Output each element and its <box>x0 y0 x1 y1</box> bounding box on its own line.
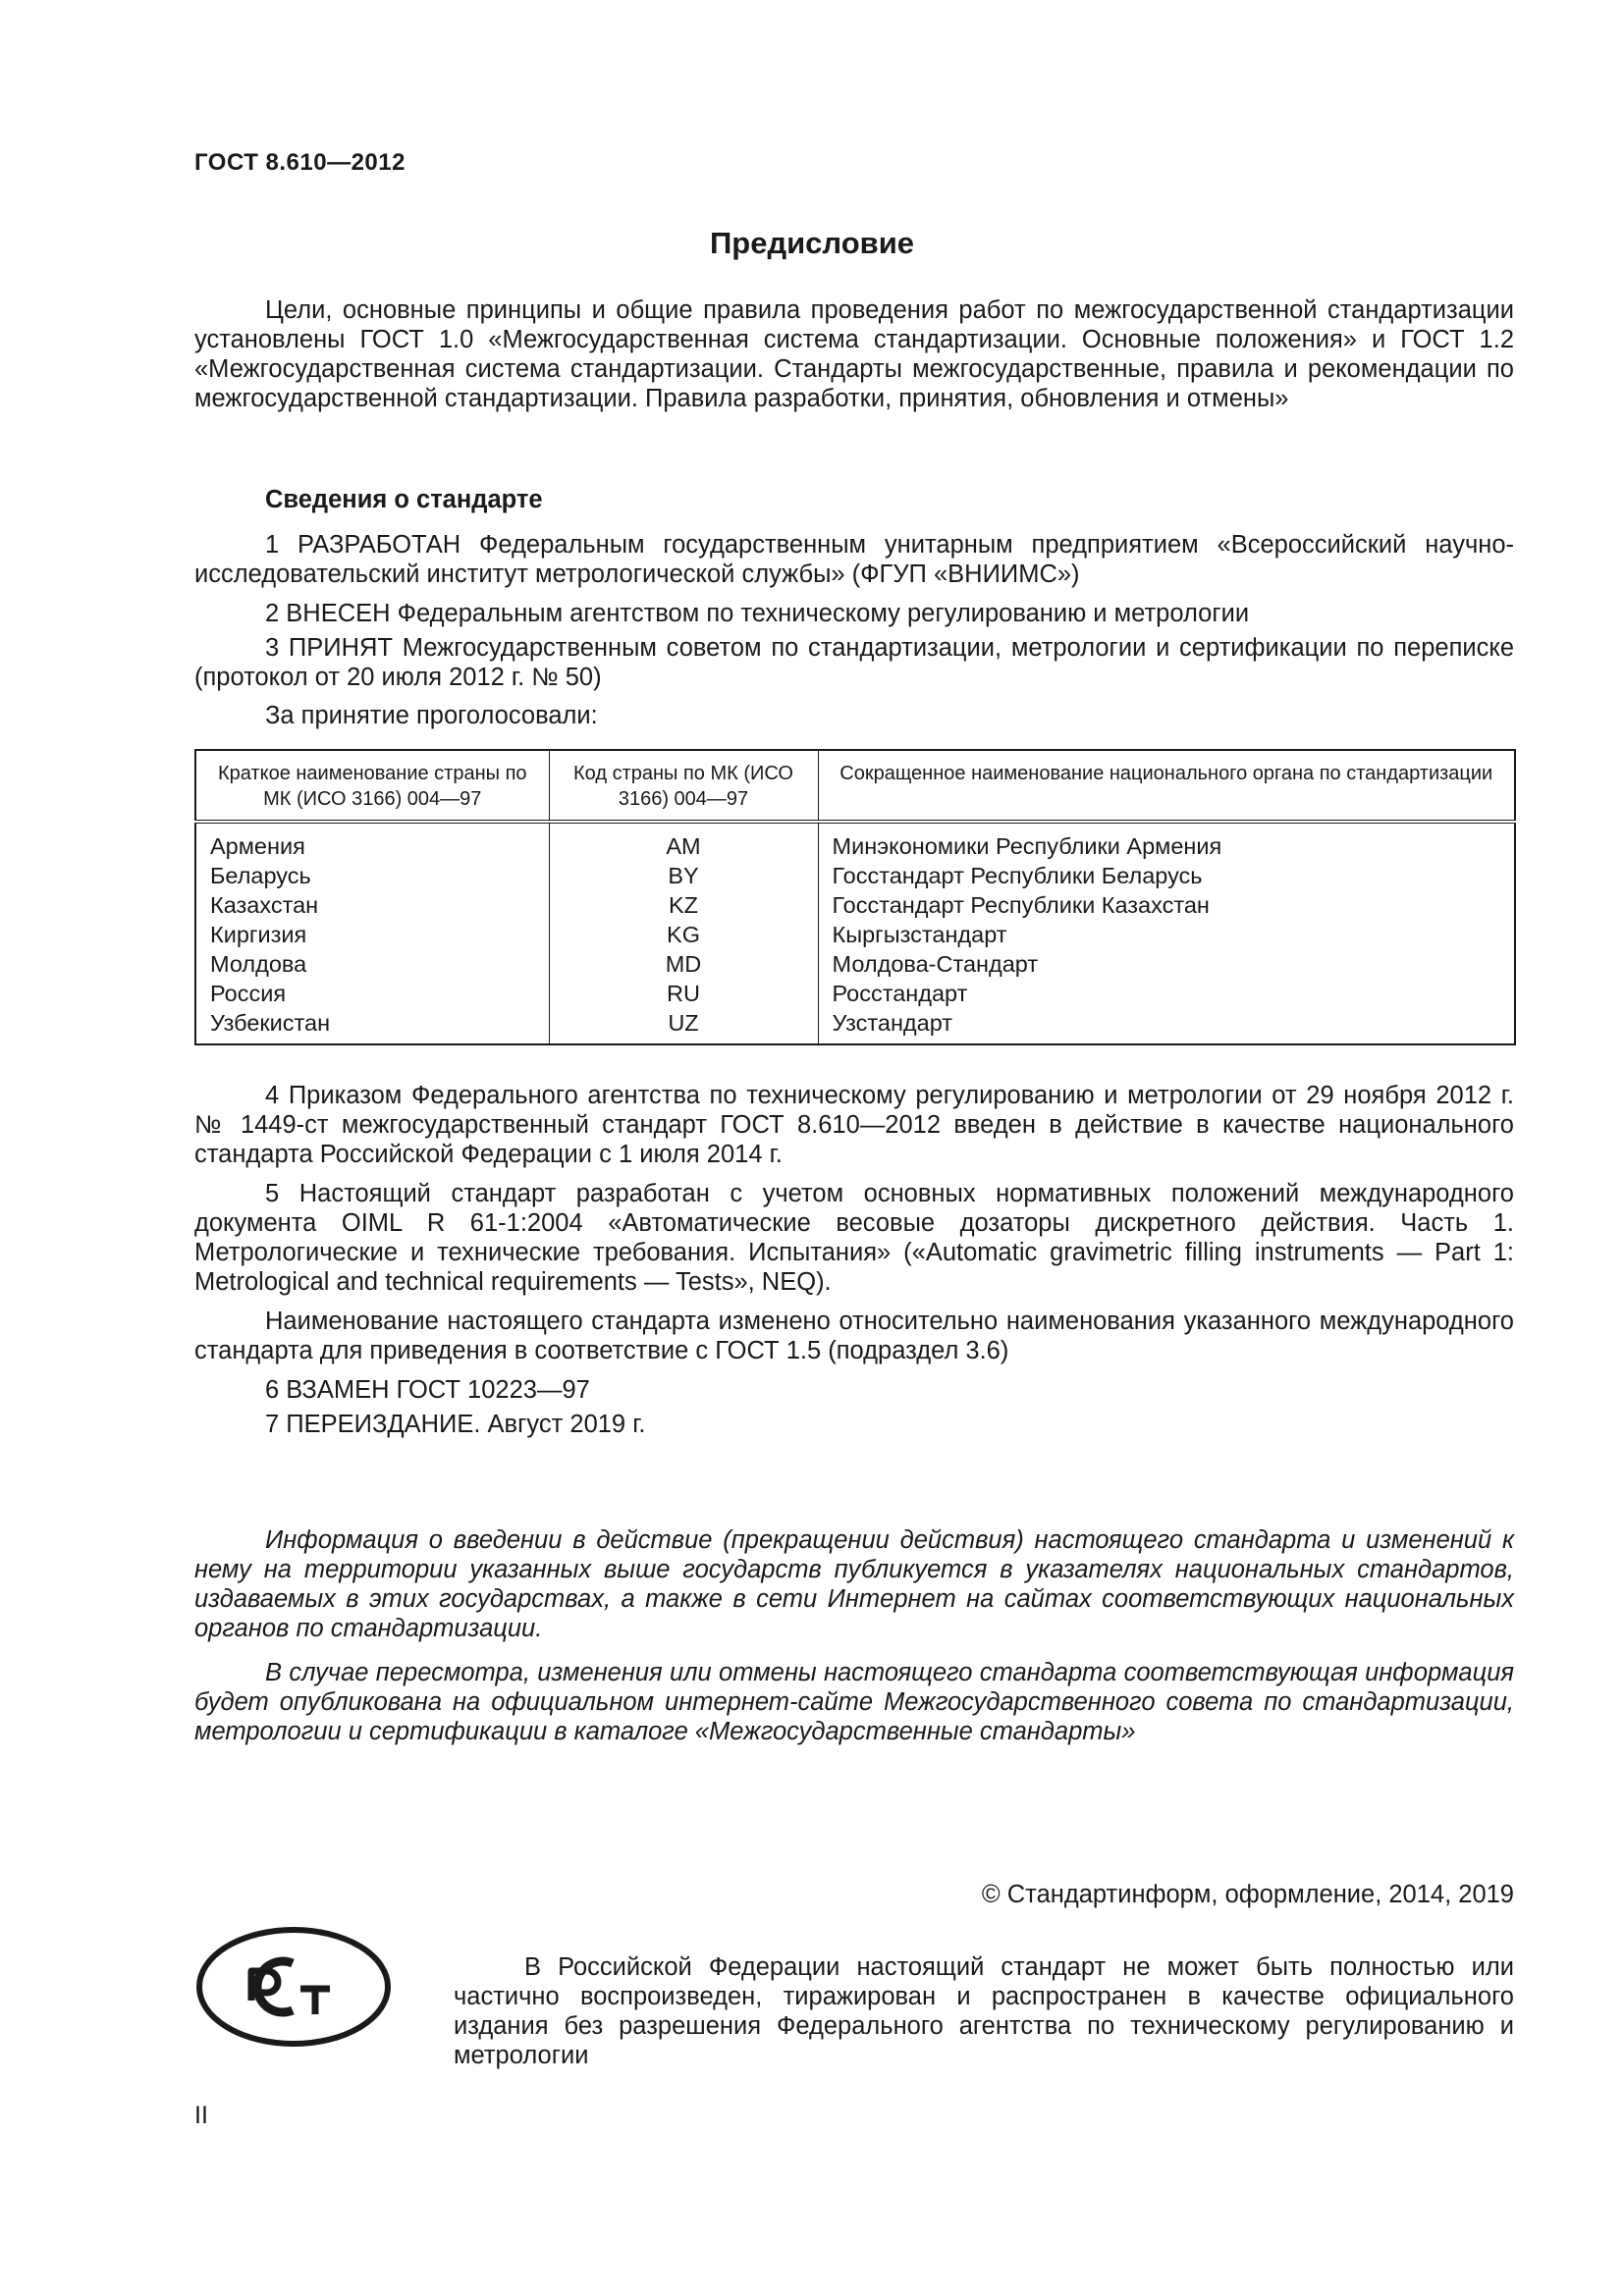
voted-label: За принятие проголосовали: <box>265 702 598 729</box>
pst-certification-mark-icon <box>194 1924 393 2050</box>
country-name: Узбекистан <box>195 1008 549 1044</box>
national-body: Госстандарт Республики Казахстан <box>832 892 1210 918</box>
page-title: Предисловие <box>709 226 914 260</box>
national-body: Росстандарт <box>832 981 968 1006</box>
table-row <box>195 920 1515 949</box>
country-name: Беларусь <box>195 861 549 890</box>
table-row <box>195 861 1515 890</box>
info-note-revision: В случае пересмотра, изменения или отмены настоящего стандарта соответствующая информация будет опубликована на официальном интернет-сайте Межгосударственного совета по стандартизации, метрологии и сертификации в каталоге «Межгосударственные стандарты» <box>194 1659 1514 1745</box>
header-country-name: Краткое наименование страны по МК (ИСО 3166) 004—97 <box>195 750 549 822</box>
copyright-notice: © Стандартинформ, оформление, 2014, 2019 <box>981 1881 1514 1908</box>
voting-countries-table <box>194 749 1516 1045</box>
national-body: Госстандарт Республики Беларусь <box>832 863 1203 888</box>
item-7-reissue: 7 ПЕРЕИЗДАНИЕ. Август 2019 г. <box>265 1411 646 1438</box>
header-country-code: Код страны по МК (ИСО 3166) 004—97 <box>549 750 818 822</box>
item-3-adopted: 3 ПРИНЯТ Межгосударственным советом по стандартизации, метрологии и сертификации по переписке (протокол от 20 июля 2012 г. № 50) <box>194 634 1514 691</box>
table-row <box>195 890 1515 920</box>
national-body: Кыргызстандарт <box>832 922 1007 947</box>
country-code: KG <box>549 920 818 949</box>
table-row <box>195 822 1515 861</box>
country-name: Россия <box>195 979 549 1008</box>
country-name: Киргизия <box>195 920 549 949</box>
page-number: II <box>194 2102 208 2129</box>
table-row <box>195 1008 1515 1044</box>
table-row <box>195 979 1515 1008</box>
national-body: Минэкономики Республики Армения <box>832 833 1222 859</box>
section-heading: Сведения о стандарте <box>265 486 543 513</box>
country-name: Молдова <box>195 949 549 979</box>
intro-paragraph: Цели, основные принципы и общие правила проведения работ по межгосударственной стандартизации установлены ГОСТ 1.0 «Межгосударственная система стандартизации. Основные положения» и ГОСТ 1.2 «Межгосударственная система стандартизации. Стандарты межгосударственные, правила и рекомендации по межгосударственной стандартизации. Правила разработки, принятия, обновления и отмены» <box>194 296 1514 412</box>
item-2-submitted: 2 ВНЕСЕН Федеральным агентством по техническому регулированию и метрологии <box>265 600 1250 627</box>
country-code: AM <box>549 822 818 861</box>
table-row <box>195 949 1515 979</box>
item-5-basis: 5 Настоящий стандарт разработан с учетом основных нормативных положений международного документа OIML R 61-1:2004 «Автоматические весовые дозаторы дискретного действия. Часть 1. Метрологические и технические требования. Испытания» («Automatic gravimetric filling instruments — Part 1: Metrological and technical requirements — Tests», NEQ). <box>194 1180 1514 1296</box>
table-header-row <box>195 750 1515 822</box>
info-note-enactment: Информация о введении в действие (прекращении действия) настоящего стандарта и изменений к нему на территории указанных выше государств публикуется в указателях национальных стандартов, издаваемых в этих государствах, а также в сети Интернет на сайтах соответствующих национальных органов по стандартизации. <box>194 1526 1514 1642</box>
item-6-replaces: 6 ВЗАМЕН ГОСТ 10223—97 <box>265 1376 590 1404</box>
document-code-header: ГОСТ 8.610—2012 <box>194 149 406 176</box>
national-body: Узстандарт <box>832 1010 953 1036</box>
country-code: BY <box>549 861 818 890</box>
country-name: Армения <box>195 822 549 861</box>
item-4-order: 4 Приказом Федерального агентства по техническому регулированию и метрологии от 29 ноября 2012 г. № 1449-ст межгосударственный стандарт ГОСТ 8.610—2012 введен в действие в качестве национального стандарта Российской Федерации с 1 июля 2014 г. <box>194 1082 1514 1168</box>
country-name: Казахстан <box>195 890 549 920</box>
country-code: UZ <box>549 1008 818 1044</box>
item-1-developed: 1 РАЗРАБОТАН Федеральным государственным унитарным предприятием «Всероссийский научно-исследовательский институт метрологической службы» (ФГУП «ВНИИМС») <box>194 531 1514 588</box>
national-body: Молдова-Стандарт <box>832 951 1039 977</box>
country-code: MD <box>549 949 818 979</box>
country-code: KZ <box>549 890 818 920</box>
item-5-name-note: Наименование настоящего стандарта изменено относительно наименования указанного международного стандарта для приведения в соответствие с ГОСТ 1.5 (подраздел 3.6) <box>194 1308 1514 1364</box>
header-national-body: Сокращенное наименование национального органа по стандартизации <box>818 750 1515 822</box>
country-code: RU <box>549 979 818 1008</box>
reproduction-rights-notice: В Российской Федерации настоящий стандарт не может быть полностью или частично воспроизведен, тиражирован и распространен в качестве официального издания без разрешения Федерального агентства по техническому регулированию и метрологии <box>454 1953 1514 2069</box>
